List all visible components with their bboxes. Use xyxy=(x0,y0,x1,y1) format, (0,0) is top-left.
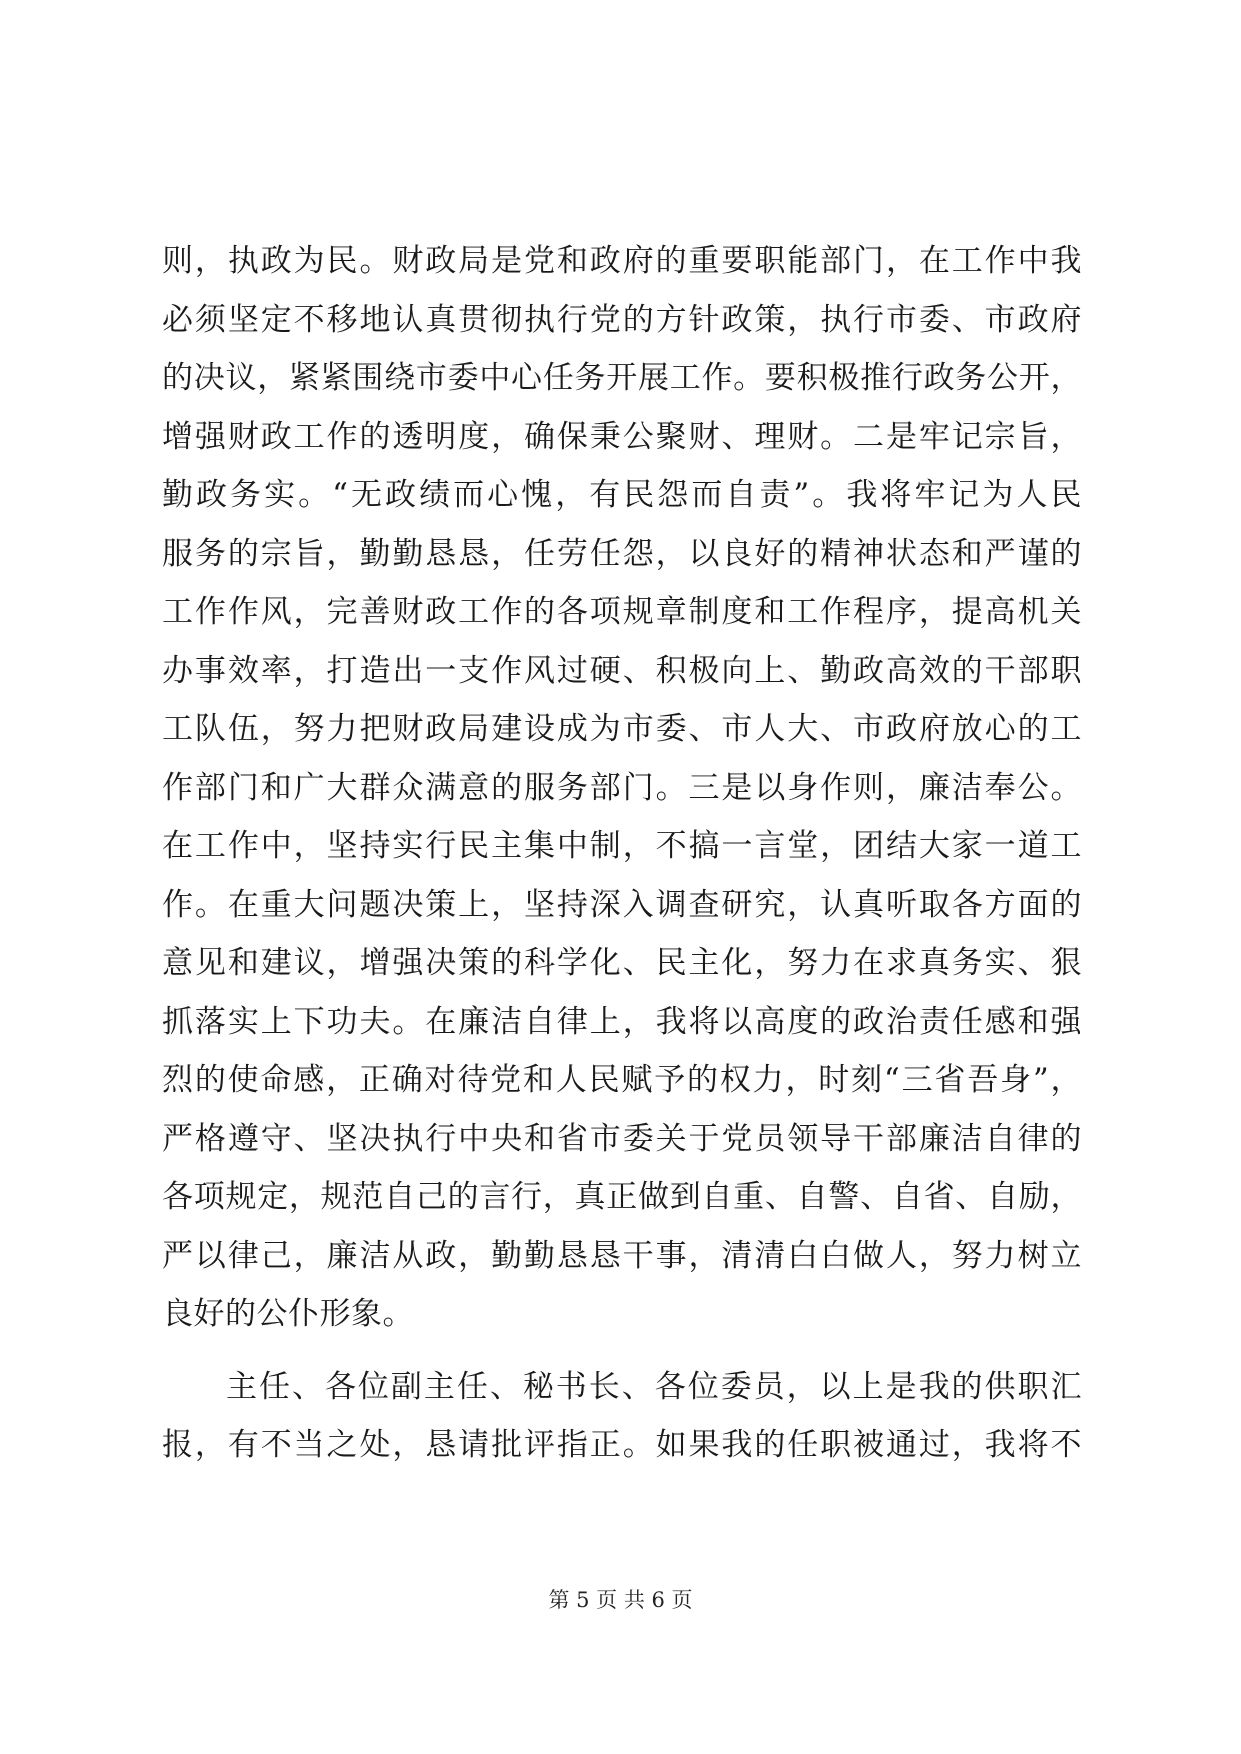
text-line: 作。在重大问题决策上，坚持深入调查研究，认真听取各方面的 xyxy=(162,886,1082,923)
text-line: 的决议，紧紧围绕市委中心任务开展工作。要积极推行政务公开， xyxy=(162,360,1082,396)
text-line: 主任、各位副主任、秘书长、各位委员，以上是我的供职汇 xyxy=(226,1368,1082,1405)
text-line: 增强财政工作的透明度，确保秉公聚财、理财。二是牢记宗旨， xyxy=(162,418,1082,455)
text-line: 勤政务实。“无政绩而心愧，有民怨而自责”。我将牢记为人民 xyxy=(162,477,1082,513)
text-line: 各项规定，规范自己的言行，真正做到自重、自警、自省、自励， xyxy=(162,1179,1082,1215)
page-footer xyxy=(0,1584,1241,1614)
text-line: 报，有不当之处，恳请批评指正。如果我的任职被通过，我将不 xyxy=(162,1427,1082,1463)
text-line: 在工作中，坚持实行民主集中制，不搞一言堂，团结大家一道工 xyxy=(162,828,1082,864)
text-line: 抓落实上下功夫。在廉洁自律上，我将以高度的政治责任感和强 xyxy=(162,1003,1082,1040)
text-line: 工作作风，完善财政工作的各项规章制度和工作程序，提高机关 xyxy=(162,594,1082,630)
paragraph-1 xyxy=(162,232,1082,1344)
text-line: 作部门和广大群众满意的服务部门。三是以身作则，廉洁奉公。 xyxy=(162,769,1082,806)
text-line: 工队伍，努力把财政局建设成为市委、市人大、市政府放心的工 xyxy=(162,711,1082,747)
text-line: 严以律己，廉洁从政，勤勤恳恳干事，清清白白做人，努力树立 xyxy=(162,1237,1082,1274)
page-number: 第 5 页 共 6 页 xyxy=(548,1588,693,1612)
paragraph-2 xyxy=(162,1358,1082,1475)
text-line: 则，执政为民。财政局是党和政府的重要职能部门，在工作中我 xyxy=(162,243,1082,279)
paragraph-spacer xyxy=(162,1344,1082,1358)
text-line: 必须坚定不移地认真贯彻执行党的方针政策，执行市委、市政府 xyxy=(162,301,1082,338)
text-line: 良好的公仆形象。 xyxy=(162,1296,414,1332)
body-text xyxy=(162,232,1082,1475)
text-line: 意见和建议，增强决策的科学化、民主化，努力在求真务实、狠 xyxy=(162,945,1082,981)
text-line: 烈的使命感，正确对待党和人民赋予的权力，时刻“三省吾身”， xyxy=(162,1062,1082,1098)
text-line: 服务的宗旨，勤勤恳恳，任劳任怨，以良好的精神状态和严谨的 xyxy=(162,535,1082,572)
text-line: 办事效率，打造出一支作风过硬、积极向上、勤政高效的干部职 xyxy=(162,652,1082,689)
text-line: 严格遵守、坚决执行中央和省市委关于党员领导干部廉洁自律的 xyxy=(162,1120,1082,1157)
